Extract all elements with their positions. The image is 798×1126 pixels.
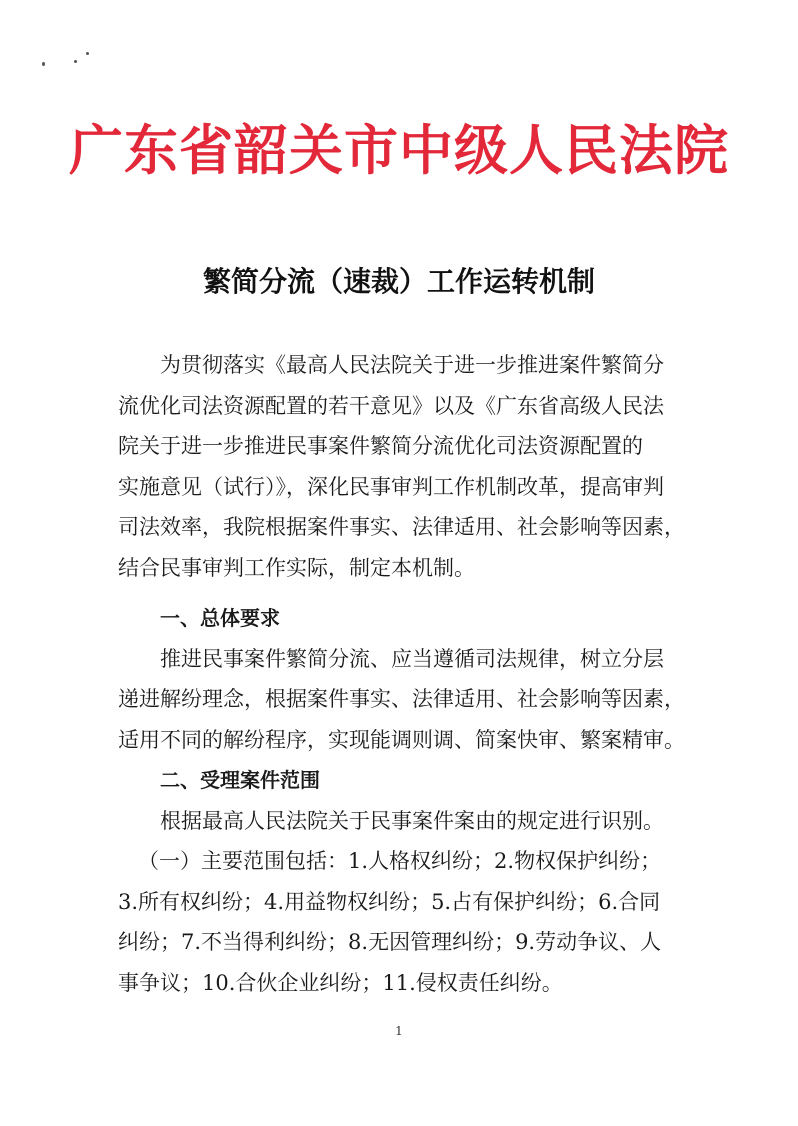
court-name-header: 广东省韶关市中级人民法院 (69, 118, 729, 182)
paragraph-line: （一）主要范围包括：1.人格权纠纷；2.物权保护纠纷； (138, 849, 662, 873)
paragraph-line: 3.所有权纠纷；4.用益物权纠纷；5.占有保护纠纷；6.合同 (118, 889, 661, 914)
paragraph-line: 院关于进一步推进民事案件繁简分流优化司法资源配置的 (118, 434, 643, 458)
page-number: 1 (395, 1024, 403, 1038)
section-case-scope (118, 760, 688, 1003)
section-heading: 二、受理案件范围 (160, 768, 320, 792)
section-general-requirements (118, 598, 688, 760)
paragraph-line: 流优化司法资源配置的若干意见》以及《广东省高级人民法 (118, 393, 664, 418)
scan-speck (42, 62, 45, 66)
paragraph-line: 根据最高人民法院关于民事案件案由的规定进行识别。 (160, 808, 664, 833)
section-heading: 一、总体要求 (160, 606, 280, 630)
scan-speck (74, 60, 77, 63)
paragraph-line: 结合民事审判工作实际，制定本机制。 (118, 555, 475, 580)
paragraph-line: 事争议；10.合伙企业纠纷；11.侵权责任纠纷。 (118, 970, 563, 995)
paragraph-line: 实施意见（试行）》，深化民事审判工作机制改革，提高审判 (118, 474, 664, 499)
paragraph-line: 为贯彻落实《最高人民法院关于进一步推进案件繁简分 (160, 353, 664, 377)
document-title: 繁简分流（速裁）工作运转机制 (202, 265, 595, 298)
intro-paragraph (118, 345, 688, 588)
paragraph-line: 纠纷；7.不当得利纠纷；8.无因管理纠纷；9.劳动争议、人 (118, 930, 662, 954)
scan-specks (40, 50, 100, 70)
paragraph-line: 司法效率，我院根据案件事实、法律适用、社会影响等因素， (118, 515, 685, 539)
paragraph-line: 推进民事案件繁简分流、应当遵循司法规律，树立分层 (160, 646, 664, 671)
scan-speck (86, 52, 89, 55)
paragraph-line: 递进解纷理念，根据案件事实、法律适用、社会影响等因素， (118, 687, 685, 711)
paragraph-line: 适用不同的解纷程序，实现能调则调、简案快审、繁案精审。 (118, 727, 685, 752)
